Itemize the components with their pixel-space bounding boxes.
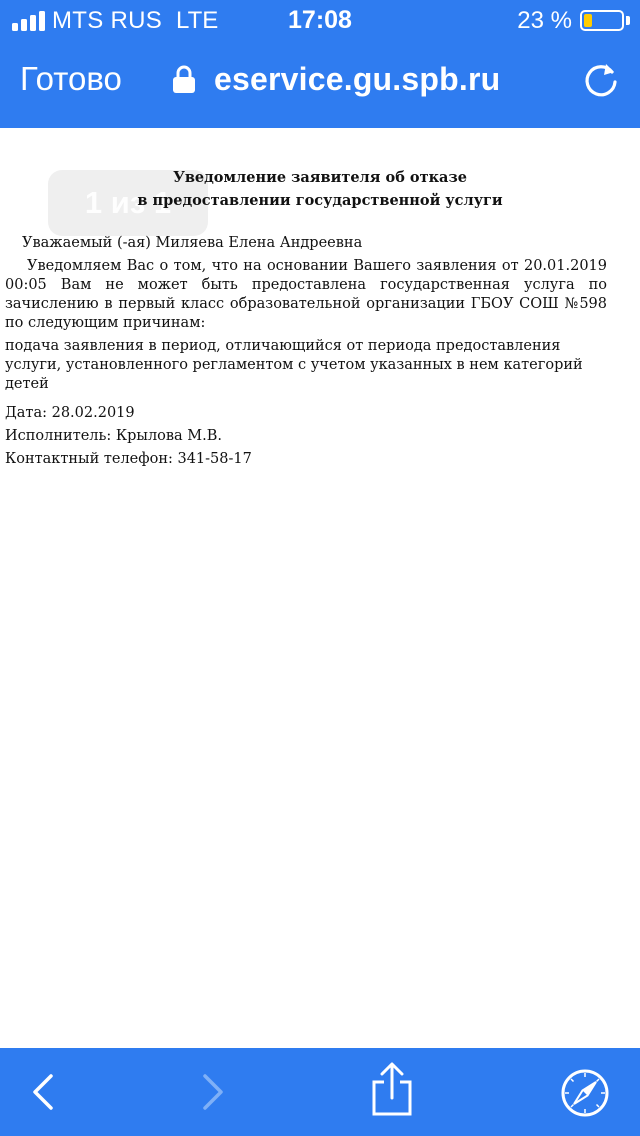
status-bar <box>0 0 640 42</box>
date-line: Дата: 28.02.2019 <box>5 405 135 421</box>
chevron-right-icon[interactable] <box>186 1066 238 1118</box>
refusal-reason: подача заявления в период, отличающийся от периода предоставления услуги, установленного регламентом с учетом указанных в нем категорий детей <box>5 338 583 392</box>
battery-level-fill <box>584 14 592 27</box>
greeting-text: Уважаемый (-ая) Миляева Елена Андреевна <box>22 235 363 251</box>
document-view[interactable] <box>0 128 640 1048</box>
reload-icon[interactable] <box>582 58 620 100</box>
browser-bottom-toolbar <box>0 1048 640 1136</box>
battery-icon <box>580 10 624 31</box>
url-text[interactable]: eservice.gu.spb.ru <box>214 60 501 97</box>
chevron-left-icon[interactable] <box>18 1066 70 1118</box>
share-icon[interactable] <box>366 1062 418 1118</box>
network-type: LTE <box>176 7 219 34</box>
done-button[interactable]: Готово <box>20 60 122 97</box>
notice-paragraph: Уведомляем Вас о том, что на основании Вашего заявления от 20.01.2019 00:05 Вам не может быть предоставлена государственная услуга по зачислению в первый класс образовательной организации ГБОУ СОШ №598 по следующим причинам: <box>5 258 607 331</box>
carrier-name: MTS RUS <box>52 7 163 34</box>
browser-top-bar <box>0 0 640 128</box>
title-line-1: Уведомление заявителя об отказе <box>173 169 467 186</box>
phone-line: Контактный телефон: 341-58-17 <box>5 451 252 467</box>
compass-icon[interactable] <box>560 1068 610 1118</box>
lock-icon <box>172 64 196 94</box>
address-bar[interactable] <box>172 58 500 100</box>
battery-cap <box>626 16 630 25</box>
battery-percent: 23 % <box>517 7 572 34</box>
title-line-2: в предоставлении государственной услуги <box>137 192 503 209</box>
document-title <box>0 166 640 212</box>
executor-line: Исполнитель: Крылова М.В. <box>5 428 223 444</box>
status-time: 17:08 <box>288 6 352 34</box>
page-counter: 1 из 1 <box>48 170 208 236</box>
